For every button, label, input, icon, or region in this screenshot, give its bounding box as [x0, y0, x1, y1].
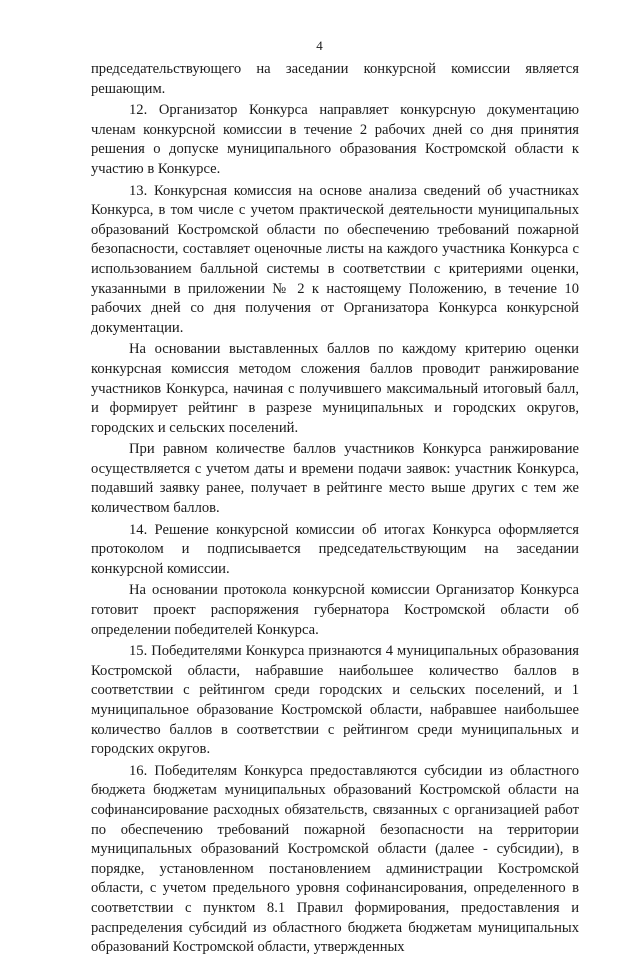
paragraph-item-14: 14. Решение конкурсной комиссии об итогах Конкурса оформляется протоколом и подписывается председательствующим на заседании конкурсной комиссии. [91, 521, 579, 577]
document-body [91, 60, 579, 960]
paragraph-protocol: На основании протокола конкурсной комиссии Организатор Конкурса готовит проект распоряжения губернатора Костромской области об определении победителей Конкурса. [91, 582, 579, 638]
paragraph-item-15: 15. Победителями Конкурса признаются 4 муниципальных образования Костромской области, набравшие наибольшее количество баллов в соответствии с рейтингом среди городских и сельских поселений, и 1 муниципальное образование Костромской области, набравшее наибольшее количество баллов в соответствии с рейтингом среди муниципальных и городских округов. [91, 643, 579, 758]
paragraph-continuation: председательствующего на заседании конкурсной комиссии является решающим. [91, 61, 579, 97]
paragraph-ranking: На основании выставленных баллов по каждому критерию оценки конкурсная комиссия методом сложения баллов проводит ранжирование участников Конкурса, начиная с получившего максимальный итоговый балл, и формирует рейтинг в разрезе муниципальных и городских округов, городских и сельских поселений. [91, 341, 579, 436]
page-number: 4 [316, 38, 323, 53]
paragraph-item-16: 16. Победителям Конкурса предоставляются субсидии из областного бюджета бюджетам муниципальных образований Костромской области на софинансирование расходных обязательств, связанных с организацией работ по обеспечению требований пожарной безопасности на территории муниципальных образований Костромской области (далее - субсидии), в порядке, установленном постановлением администрации Костромской области, с учетом предельного уровня софинансирования, определенного в соответствии с пунктом 8.1 Правил формирования, предоставления и распределения субсидий из областного бюджета бюджетам муниципальных образований Костромской области, утвержденных [91, 762, 579, 956]
paragraph-equal-points: При равном количестве баллов участников Конкурса ранжирование осуществляется с учетом даты и времени подачи заявок: участник Конкурса, подавший заявку ранее, получает в рейтинге место выше других с тем же количеством баллов. [91, 441, 579, 517]
paragraph-item-12: 12. Организатор Конкурса направляет конкурсную документацию членам конкурсной комиссии в течение 2 рабочих дней со дня принятия решения о допуске муниципального образования Костромской области к участию в Конкурсе. [91, 102, 579, 177]
paragraph-item-13: 13. Конкурсная комиссия на основе анализа сведений об участниках Конкурса, в том числе с учетом практической деятельности муниципальных образований Костромской области по обеспечению требований пожарной безопасности, составляет оценочные листы на каждого участника Конкурса с использованием балльной системы в соответствии с критериями оценки, указанными в приложении № 2 к настоящему Положению, в течение 10 рабочих дней со дня получения от Организатора Конкурса конкурсной документации. [91, 182, 579, 336]
